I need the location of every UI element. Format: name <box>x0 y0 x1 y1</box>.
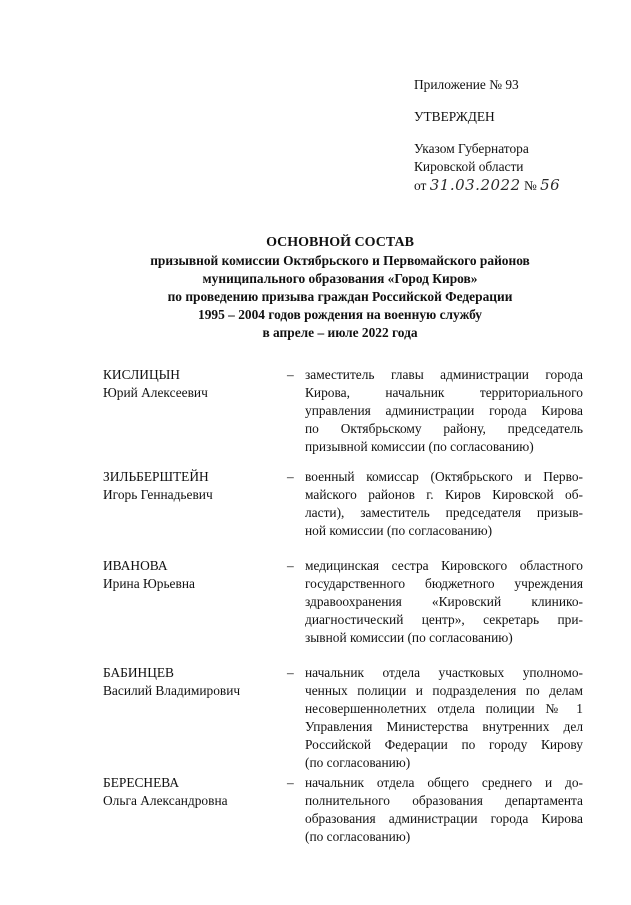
role-line: диагностический центр», секретарь при- <box>305 612 583 627</box>
handwritten-number: 56 <box>540 176 561 194</box>
role-line: призывной комиссии (по согласованию) <box>305 439 534 454</box>
member-dash: – <box>287 367 294 382</box>
member-dash: – <box>287 469 294 484</box>
title-line: призывной комиссии Октябрьского и Первомайского районов <box>150 253 530 268</box>
member-name <box>103 557 283 647</box>
member-name <box>103 664 283 772</box>
decree-line-1: Указом Губернатора <box>414 141 529 156</box>
member-given-name: Василий Владимирович <box>103 683 241 698</box>
role-line: майского районов г. Киров Кировской об- <box>305 487 583 502</box>
role-line: Российской Федерации по городу Кирову <box>305 737 583 752</box>
role-line: полнительного образования департамента <box>305 793 583 808</box>
member-surname: КИСЛИЦЫН <box>103 367 180 382</box>
document-title <box>60 234 620 342</box>
member-surname: БАБИНЦЕВ <box>103 665 174 680</box>
member-surname: ЗИЛЬБЕРШТЕЙН <box>103 469 209 484</box>
main-title: ОСНОВНОЙ СОСТАВ <box>266 235 414 250</box>
role-line: образования администрации города Кирова <box>305 811 583 826</box>
member-given-name: Юрий Алексеевич <box>103 385 208 400</box>
role-line: управления администрации города Кирова <box>305 403 583 418</box>
decree-line-2: Кировской области <box>414 159 524 174</box>
member-surname: БЕРЕСНЕВА <box>103 775 180 790</box>
handwritten-date: 31.03.2022 <box>429 176 521 194</box>
role-line: (по согласованию) <box>305 755 411 770</box>
member-name <box>103 468 283 540</box>
role-line: здравоохранения «Кировский клинико- <box>305 594 583 609</box>
member-dash: – <box>287 775 294 790</box>
member-given-name: Ольга Александровна <box>103 793 228 808</box>
member-name <box>103 774 283 846</box>
title-line: по проведению призыва граждан Российской Федерации <box>167 289 513 304</box>
member-entry <box>103 664 583 772</box>
member-role <box>305 664 583 772</box>
role-line: начальник отдела общего среднего и до- <box>305 775 583 790</box>
role-line: Кирова, начальник территориального <box>305 385 583 400</box>
role-line: Управления Министерства внутренних дел <box>305 719 583 734</box>
member-role <box>305 557 583 647</box>
number-label: № <box>523 178 537 193</box>
role-line: (по согласованию) <box>305 829 411 844</box>
from-label: от <box>414 178 427 193</box>
member-dash: – <box>287 665 294 680</box>
member-entry <box>103 557 583 647</box>
member-name <box>103 366 283 456</box>
member-entry <box>103 774 583 846</box>
member-given-name: Игорь Геннадьевич <box>103 487 213 502</box>
role-line: ласти), заместитель председателя призыв- <box>305 505 583 520</box>
decree-date-line <box>414 176 624 195</box>
title-line: в апреле – июле 2022 года <box>262 325 418 340</box>
member-role <box>305 366 583 456</box>
approved-label: УТВЕРЖДЕН <box>414 109 495 124</box>
role-line: ченных полиции и подразделения по делам <box>305 683 583 698</box>
role-line: заместитель главы администрации города <box>305 367 583 382</box>
role-line: государственного бюджетного учреждения <box>305 576 583 591</box>
role-line: несовершеннолетних отдела полиции № 1 <box>305 701 583 716</box>
member-entry <box>103 366 583 456</box>
member-role <box>305 774 583 846</box>
role-line: зывной комиссии (по согласованию) <box>305 630 513 645</box>
approval-block <box>414 76 624 195</box>
title-line: муниципального образования «Город Киров» <box>202 271 478 286</box>
role-line: ной комиссии (по согласованию) <box>305 523 493 538</box>
member-role <box>305 468 583 540</box>
title-line: 1995 – 2004 годов рождения на военную службу <box>198 307 482 322</box>
member-entry <box>103 468 583 540</box>
member-given-name: Ирина Юрьевна <box>103 576 195 591</box>
appendix-number: Приложение № 93 <box>414 77 519 92</box>
role-line: по Октябрьскому району, председатель <box>305 421 583 436</box>
role-line: медицинская сестра Кировского областного <box>305 558 583 573</box>
role-line: начальник отдела участковых уполномо- <box>305 665 583 680</box>
member-dash: – <box>287 558 294 573</box>
member-surname: ИВАНОВА <box>103 558 168 573</box>
role-line: военный комиссар (Октябрьского и Перво- <box>305 469 583 484</box>
